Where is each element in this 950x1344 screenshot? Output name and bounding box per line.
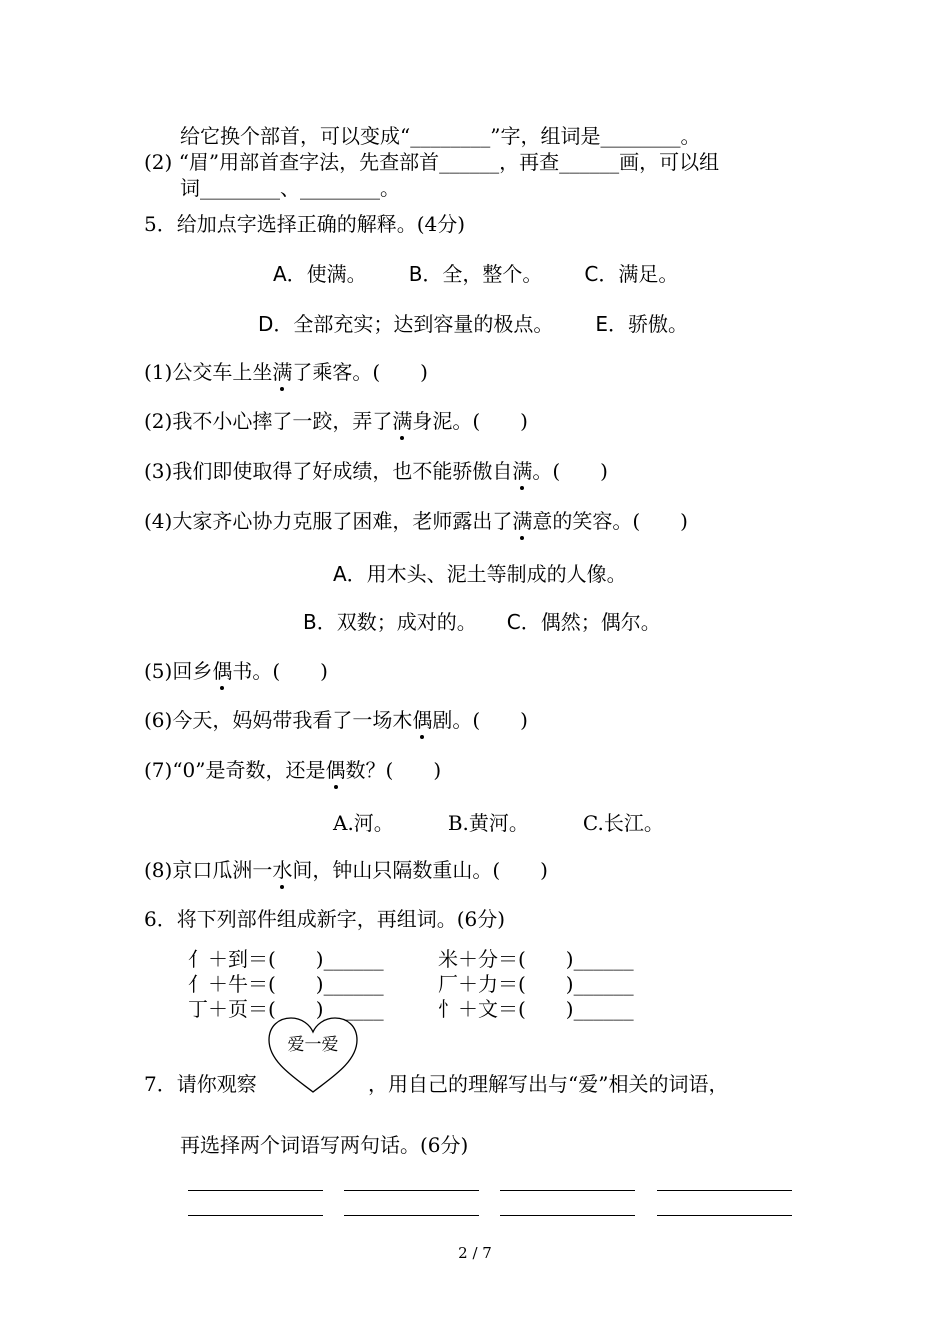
q6-row1-right: 米＋分＝( )______ <box>438 947 634 971</box>
q4-part2-line2: 词________、________。 <box>180 176 400 200</box>
q6-title: 6．将下列部件组成新字，再组词。(6分) <box>144 907 506 931</box>
answer-blank[interactable] <box>500 1190 635 1191</box>
option-d: D．全部充实；达到容量的极点。 <box>258 312 554 336</box>
answer-blank[interactable] <box>188 1215 323 1216</box>
heart-icon <box>265 1016 361 1096</box>
q6-row2-right: 厂＋力＝( )______ <box>438 972 634 996</box>
dotted-char: 满 <box>512 509 533 533</box>
q5-sentence-6: (6)今天，妈妈带我看了一场木偶剧。( ) <box>144 708 528 732</box>
q4-continuation: 给它换个部首，可以变成“________”字，组词是________。 <box>180 124 701 148</box>
dotted-char: 满 <box>392 409 413 433</box>
answer-blank[interactable] <box>344 1190 479 1191</box>
answer-blank[interactable] <box>500 1215 635 1216</box>
q7-title-post: ，用自己的理解写出与“爱”相关的词语， <box>368 1072 729 1096</box>
option-e: E．骄傲。 <box>595 312 689 336</box>
q6-row3-right: ⺖＋文＝( )______ <box>438 997 634 1021</box>
dotted-char: 满 <box>272 360 293 384</box>
q6-row3-left: 丁＋页＝( )______ <box>188 997 384 1021</box>
dotted-char: 水 <box>272 858 293 882</box>
answer-blank[interactable] <box>657 1215 792 1216</box>
q5-sentence-2: (2)我不小心摔了一跤，弄了满身泥。( ) <box>144 409 528 433</box>
q5-sentence-5: (5)回乡偶书。( ) <box>144 659 328 683</box>
q5-sentence-7: (7)“0”是奇数，还是偶数？( ) <box>144 758 442 782</box>
answer-blank[interactable] <box>188 1190 323 1191</box>
q5-sentence-1: (1)公交车上坐满了乘客。( ) <box>144 360 428 384</box>
page-number: 2 / 7 <box>458 1244 492 1262</box>
heart-text: 爱一爱 <box>287 1035 339 1055</box>
answer-blank[interactable] <box>344 1215 479 1216</box>
q5-sentence-3: (3)我们即使取得了好成绩，也不能骄傲自满。( ) <box>144 459 608 483</box>
q5-sentence-8: (8)京口瓜洲一水间，钟山只隔数重山。( ) <box>144 858 548 882</box>
q5-title: 5．给加点字选择正确的解释。(4分) <box>144 212 466 236</box>
q7-title-pre: 7．请你观察 <box>144 1072 257 1096</box>
q5-options-b2: B．双数；成对的。 C．偶然；偶尔。 <box>303 610 661 634</box>
q5-options-group1 <box>273 261 678 287</box>
dotted-char: 偶 <box>325 758 346 782</box>
option-a: A．使满。 <box>273 262 367 286</box>
q4-part2-line1: (2) “眉”用部首查字法，先查部首______，再查______画，可以组 <box>144 150 720 174</box>
q5-options-c: A.河。 B.黄河。 C.长江。 <box>333 811 664 835</box>
q6-row2-left: 亻＋牛＝( )______ <box>188 972 384 996</box>
option-c: C．满足。 <box>584 262 679 286</box>
answer-blank[interactable] <box>657 1190 792 1191</box>
dotted-char: 满 <box>512 459 533 483</box>
q5-sentence-4: (4)大家齐心协力克服了困难，老师露出了满意的笑容。( ) <box>144 509 688 533</box>
q6-row1-left: 亻＋到＝( )______ <box>188 947 384 971</box>
q5-options-b1: A．用木头、泥土等制成的人像。 <box>333 562 627 586</box>
option-b: B．全，整个。 <box>408 262 543 286</box>
q5-options-group2 <box>258 311 688 337</box>
q7-line2: 再选择两个词语写两句话。(6分) <box>180 1133 469 1157</box>
dotted-char: 偶 <box>212 659 233 683</box>
dotted-char: 偶 <box>412 708 433 732</box>
